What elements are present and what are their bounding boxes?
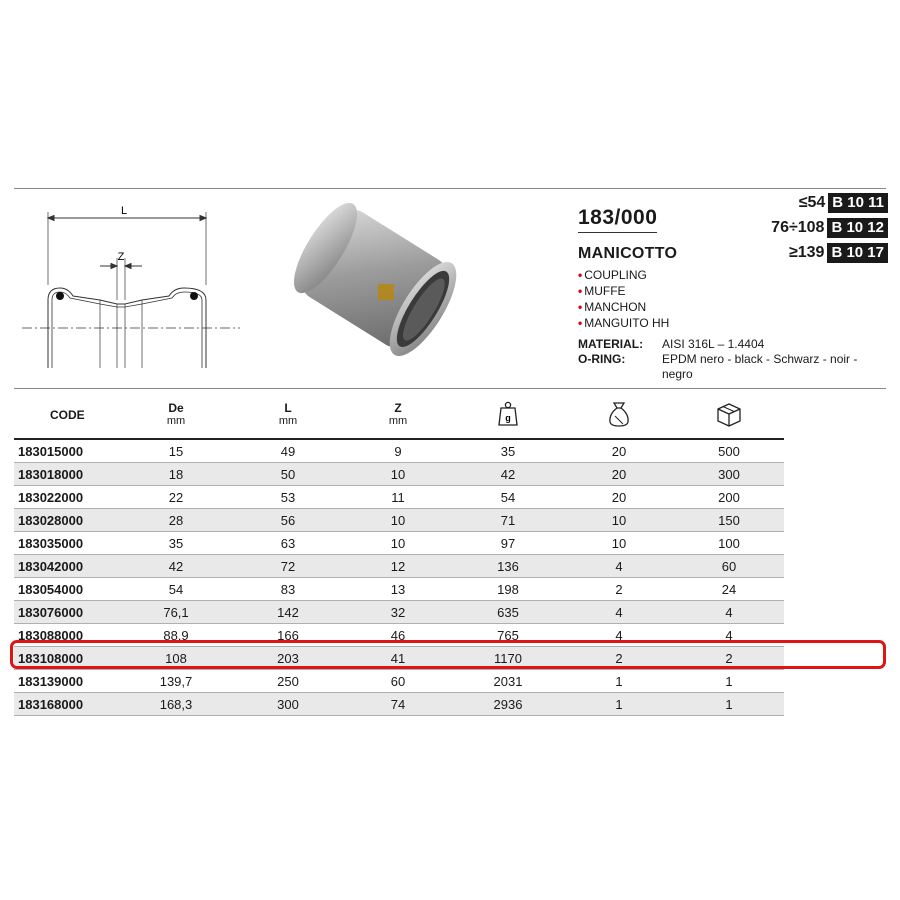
header-code: CODE (14, 392, 120, 439)
cell-z: 13 (344, 578, 452, 601)
cell-weight: 42 (452, 463, 564, 486)
cell-de: 139,7 (120, 670, 232, 693)
cell-l: 53 (232, 486, 344, 509)
cell-de: 88,9 (120, 624, 232, 647)
cell-z: 9 (344, 439, 452, 463)
weight-icon (497, 401, 519, 427)
table-row (14, 439, 784, 463)
cell-pack-box: 60 (674, 555, 784, 578)
table-row (14, 486, 784, 509)
cell-weight: 71 (452, 509, 564, 532)
cell-de: 76,1 (120, 601, 232, 624)
cell-pack-box: 500 (674, 439, 784, 463)
cell-weight: 136 (452, 555, 564, 578)
cell-pack-bag: 1 (564, 670, 674, 693)
cell-weight: 1170 (452, 647, 564, 670)
table-header-row (14, 392, 784, 439)
product-name: MANICOTTO (578, 245, 678, 262)
cell-weight: 35 (452, 439, 564, 463)
header-de (120, 392, 232, 439)
cell-code: 183108000 (14, 647, 120, 670)
translation-fr: • MANCHON (578, 299, 888, 315)
cell-pack-box: 150 (674, 509, 784, 532)
cell-code: 183018000 (14, 463, 120, 486)
top-rule (14, 188, 886, 189)
cell-code: 183015000 (14, 439, 120, 463)
cell-pack-bag: 4 (564, 555, 674, 578)
cell-code: 183054000 (14, 578, 120, 601)
bag-icon (607, 400, 631, 428)
translation-de: • MUFFE (578, 283, 888, 299)
cell-code: 183076000 (14, 601, 120, 624)
cell-l: 49 (232, 439, 344, 463)
catalog-badges (771, 193, 888, 268)
table-row (14, 578, 784, 601)
cell-de: 108 (120, 647, 232, 670)
header-l (232, 392, 344, 439)
header-bag (564, 392, 674, 439)
cell-pack-bag: 20 (564, 463, 674, 486)
header-de-unit: mm (166, 415, 186, 427)
badge-range: 76÷108 (771, 219, 825, 236)
cell-de: 168,3 (120, 693, 232, 716)
translation-en: • COUPLING (578, 267, 888, 283)
cell-weight: 198 (452, 578, 564, 601)
cell-pack-bag: 4 (564, 601, 674, 624)
badge-code: B 10 12 (827, 218, 888, 238)
header-l-label: L (284, 401, 292, 415)
badge-row (771, 218, 888, 238)
badge-code: B 10 11 (828, 193, 888, 213)
cell-z: 10 (344, 532, 452, 555)
product-photo (270, 200, 470, 380)
cell-de: 54 (120, 578, 232, 601)
header-z (344, 392, 452, 439)
cell-weight: 635 (452, 601, 564, 624)
cell-code: 183022000 (14, 486, 120, 509)
cell-pack-bag: 2 (564, 647, 674, 670)
cell-l: 300 (232, 693, 344, 716)
table-row (14, 670, 784, 693)
badge-row (771, 243, 888, 263)
header-z-unit: mm (388, 415, 408, 427)
cell-z: 12 (344, 555, 452, 578)
cell-z: 10 (344, 509, 452, 532)
dim-label-z: Z (117, 251, 125, 263)
material-value: AISI 316L – 1.4404 (662, 337, 765, 351)
cell-pack-bag: 2 (564, 578, 674, 601)
translation-es: • MANGUITO HH (578, 315, 888, 331)
header-l-unit: mm (278, 415, 298, 427)
cell-code: 183139000 (14, 670, 120, 693)
cell-z: 46 (344, 624, 452, 647)
header-de-label: De (168, 401, 184, 415)
cell-l: 56 (232, 509, 344, 532)
cell-de: 42 (120, 555, 232, 578)
cell-l: 63 (232, 532, 344, 555)
cell-code: 183042000 (14, 555, 120, 578)
coupling-drawing (18, 200, 248, 380)
cell-pack-box: 4 (674, 601, 784, 624)
table-row (14, 509, 784, 532)
table-row (14, 601, 784, 624)
badge-row (771, 193, 888, 213)
cell-l: 50 (232, 463, 344, 486)
header-z-label: Z (394, 401, 402, 415)
cell-l: 203 (232, 647, 344, 670)
cell-weight: 54 (452, 486, 564, 509)
row-highlight-frame (10, 640, 886, 669)
box-icon (715, 401, 743, 427)
badge-code: B 10 17 (827, 243, 888, 263)
cell-pack-box: 300 (674, 463, 784, 486)
cell-weight: 765 (452, 624, 564, 647)
cell-de: 18 (120, 463, 232, 486)
dim-label-l: L (120, 205, 128, 217)
weight-glyph: g (505, 412, 511, 423)
cell-de: 22 (120, 486, 232, 509)
table-row (14, 532, 784, 555)
cell-l: 72 (232, 555, 344, 578)
cell-z: 41 (344, 647, 452, 670)
cell-pack-box: 1 (674, 670, 784, 693)
cell-l: 142 (232, 601, 344, 624)
cell-l: 250 (232, 670, 344, 693)
cell-z: 10 (344, 463, 452, 486)
cell-de: 35 (120, 532, 232, 555)
oring-label: O-RING: (578, 352, 626, 366)
cell-weight: 2031 (452, 670, 564, 693)
cell-pack-box: 1 (674, 693, 784, 716)
cell-pack-bag: 4 (564, 624, 674, 647)
product-code: 183/000 (578, 206, 657, 233)
mid-rule (14, 388, 886, 389)
badge-range: ≤54 (798, 194, 826, 211)
cell-code: 183035000 (14, 532, 120, 555)
table-row (14, 463, 784, 486)
oring-value: EPDM nero - black - Schwarz - noir - negro (662, 352, 858, 381)
badge-range: ≥139 (788, 244, 825, 261)
table-row (14, 555, 784, 578)
cell-code: 183088000 (14, 624, 120, 647)
cell-weight: 2936 (452, 693, 564, 716)
translations (578, 267, 888, 331)
cell-weight: 97 (452, 532, 564, 555)
cell-pack-bag: 1 (564, 693, 674, 716)
cell-pack-bag: 10 (564, 532, 674, 555)
cell-de: 28 (120, 509, 232, 532)
header-box (674, 392, 784, 439)
cell-z: 11 (344, 486, 452, 509)
cell-pack-box: 2 (674, 647, 784, 670)
cell-l: 83 (232, 578, 344, 601)
cell-pack-box: 24 (674, 578, 784, 601)
cell-pack-bag: 20 (564, 439, 674, 463)
spec-block (578, 337, 888, 382)
cell-pack-box: 200 (674, 486, 784, 509)
header-weight (452, 392, 564, 439)
cell-pack-bag: 20 (564, 486, 674, 509)
cell-z: 32 (344, 601, 452, 624)
cell-de: 15 (120, 439, 232, 463)
cell-pack-box: 4 (674, 624, 784, 647)
cell-z: 60 (344, 670, 452, 693)
material-label: MATERIAL: (578, 337, 644, 351)
cell-l: 166 (232, 624, 344, 647)
cell-pack-box: 100 (674, 532, 784, 555)
cell-z: 74 (344, 693, 452, 716)
cell-code: 183028000 (14, 509, 120, 532)
table-row (14, 693, 784, 716)
cell-pack-bag: 10 (564, 509, 674, 532)
cell-code: 183168000 (14, 693, 120, 716)
